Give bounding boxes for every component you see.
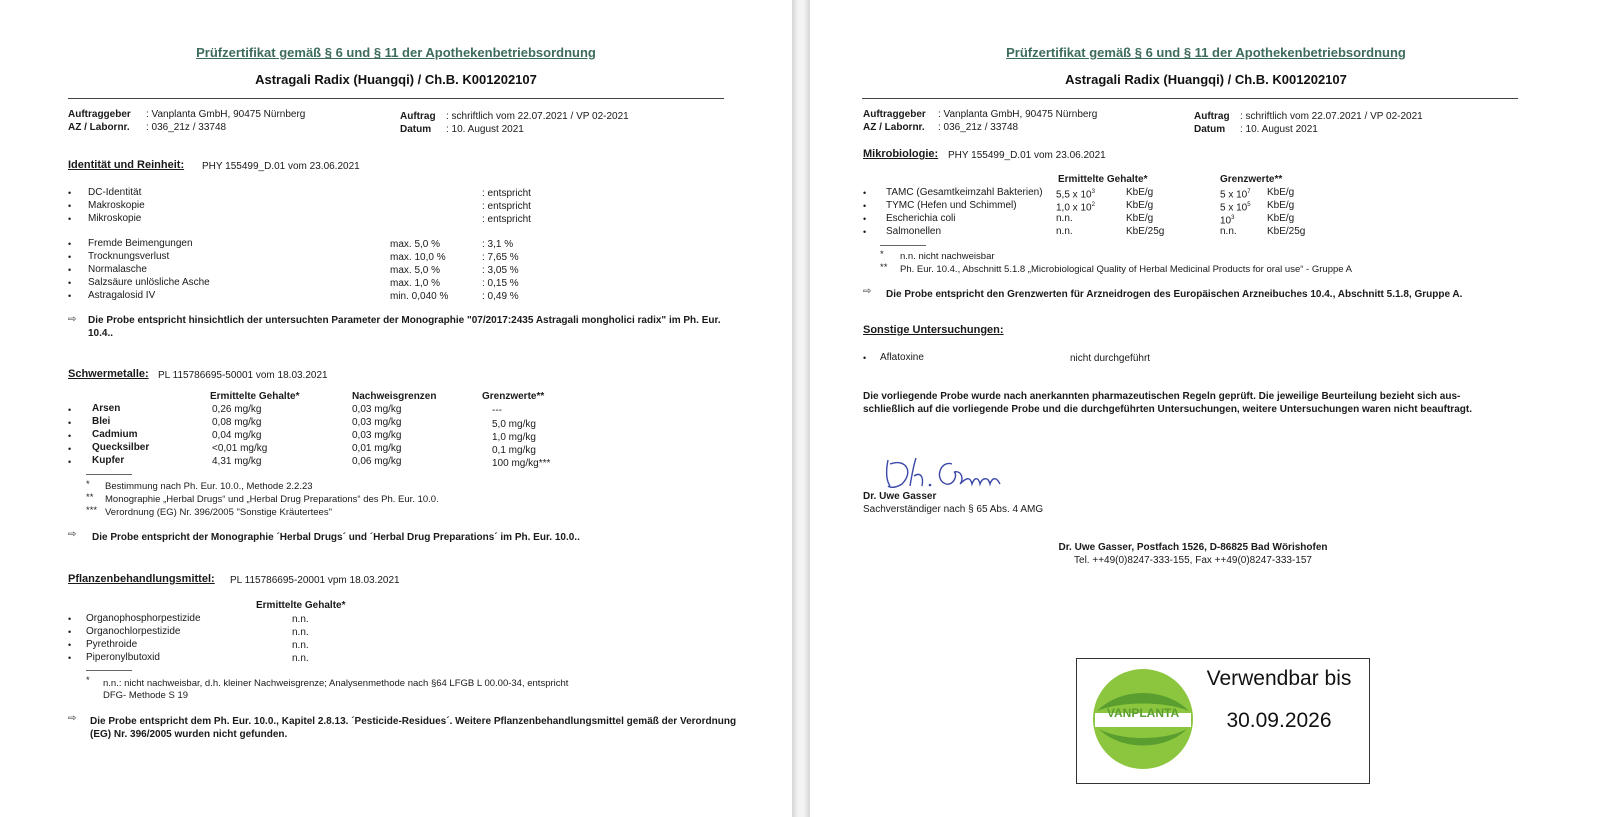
identity-heading: Identität und Reinheit: <box>68 159 185 171</box>
pesticide-value: n.n. <box>292 640 309 651</box>
valid-until-date: 30.09.2026 <box>1226 709 1332 732</box>
micro-unit: KbE/g <box>1126 213 1154 224</box>
arrow-right-icon: ⇨ <box>863 286 872 297</box>
metal-value: 0,04 mg/kg <box>212 430 262 441</box>
micro-limit: 5 x $10^7$ <box>1220 189 1251 201</box>
purity-result: : 0,49 % <box>482 291 519 302</box>
check-result: : entspricht <box>482 188 531 199</box>
arrow-right-icon: ⇨ <box>68 314 77 325</box>
metal-detection: 0,03 mg/kg <box>352 430 402 441</box>
bullet-icon: • <box>68 291 72 301</box>
column-header-detection: Nachweisgrenzen <box>352 391 437 402</box>
micro-limit-unit: KbE/g <box>1267 200 1295 211</box>
purity-name: Astragalosid IV <box>88 290 156 301</box>
metal-limit: 1,0 mg/kg <box>492 432 536 443</box>
footnote-text: Ph. Eur. 10.4., Abschnitt 5.1.8 „Microbiological Quality of Herbal Medicinal Products for oral use“ - Gruppe A <box>900 264 1352 275</box>
metal-limit: 5,0 mg/kg <box>492 419 536 430</box>
microbiology-heading: Mikrobiologie: <box>863 148 939 160</box>
micro-name: Salmonellen <box>886 226 942 237</box>
micro-unit: KbE/g <box>1126 187 1154 198</box>
valid-until-label: Verwendbar bis <box>1206 667 1352 690</box>
bullet-icon: • <box>68 444 72 454</box>
metal-name: Kupfer <box>92 455 125 466</box>
bullet-icon: • <box>68 265 72 275</box>
purity-name: Salzsäure unlösliche Asche <box>88 277 210 288</box>
micro-value: n.n. <box>1056 226 1073 237</box>
other-test-value: nicht durchgeführt <box>1070 353 1151 364</box>
microbiology-conclusion: Die Probe entspricht den Grenzwerten für Arzneidrogen des Europäischen Arzneibuches 10.4., Abschnitt 5.1.8, Gruppe A. <box>886 289 1463 300</box>
order-value: : schriftlich vom 22.07.2021 / VP 02-2021 <box>446 111 629 122</box>
pesticide-value: n.n. <box>292 627 309 638</box>
bullet-icon: • <box>68 640 72 650</box>
purity-limit: max. 5,0 % <box>390 265 441 276</box>
footnote-divider <box>86 670 132 671</box>
address-line-2: Tel. ++49(0)8247-333-155, Fax ++49(0)8247-333-157 <box>1074 555 1312 566</box>
footnote-mark: * <box>86 479 90 490</box>
check-result: : entspricht <box>482 214 531 225</box>
heavy-metals-reference: PL 115786695-50001 vom 18.03.2021 <box>158 370 328 381</box>
metal-value: <0,01 mg/kg <box>212 443 268 454</box>
column-header-found: Ermittelte Gehalte* <box>256 600 346 611</box>
statement-line-1: Die vorliegende Probe wurde nach anerkannten pharmazeutischen Regeln geprüft. Die jeweilige Beurteilung bezieht sich aus- <box>863 391 1461 402</box>
bullet-icon: • <box>68 627 72 637</box>
purity-limit: max. 5,0 % <box>390 239 441 250</box>
bullet-icon: • <box>68 614 72 624</box>
pesticides-reference: PL 115786695-20001 vpm 18.03.2021 <box>230 575 400 586</box>
lab-number-value: : 036_21z / 33748 <box>146 122 227 133</box>
metal-limit: 0,1 mg/kg <box>492 445 536 456</box>
footnote-text: Bestimmung nach Ph. Eur. 10.0., Methode 2.2.23 <box>105 481 313 492</box>
bullet-icon: • <box>68 418 72 428</box>
pesticide-value: n.n. <box>292 614 309 625</box>
micro-unit: KbE/25g <box>1126 226 1165 237</box>
footnote-mark: * <box>86 675 90 686</box>
signatory-role: Sachverständiger nach § 65 Abs. 4 AMG <box>863 504 1044 515</box>
check-name: Makroskopie <box>88 200 145 211</box>
pesticide-name: Organophosphorpestizide <box>86 613 201 624</box>
metal-detection: 0,06 mg/kg <box>352 456 402 467</box>
bullet-icon: • <box>68 201 72 211</box>
lab-number-label: AZ / Labornr. <box>68 122 130 133</box>
purity-limit: max. 10,0 % <box>390 252 446 263</box>
footnote-text: n.n. nicht nachweisbar <box>900 251 995 262</box>
pesticides-conclusion: Die Probe entspricht dem Ph. Eur. 10.0., Kapitel 2.8.13. ´Pesticide-Residues´. Weitere Pflanzenbehandlungsmittel gemäß der Verordnung (EG) Nr. 396/2005 wurden nicht gefunden. <box>90 716 737 740</box>
metal-value: 4,31 mg/kg <box>212 456 262 467</box>
client-value: : Vanplanta GmbH, 90475 Nürnberg <box>938 109 1098 120</box>
micro-name: TYMC (Hefen und Schimmel) <box>886 200 1017 211</box>
metal-detection: 0,03 mg/kg <box>352 404 402 415</box>
column-header-found: Ermittelte Gehalte* <box>210 391 300 402</box>
purity-limit: max. 1,0 % <box>390 278 441 289</box>
metal-value: 0,08 mg/kg <box>212 417 262 428</box>
heavy-metals-heading: Schwermetalle: <box>68 368 149 380</box>
handwritten-signature <box>880 450 1020 494</box>
pesticide-name: Organochlorpestizide <box>86 626 181 637</box>
micro-unit: KbE/g <box>1126 200 1154 211</box>
bullet-icon: • <box>68 431 72 441</box>
footnote-text: n.n.: nicht nachweisbar, d.h. kleiner Nachweisgrenze; Analysenmethode nach §64 LFGB L 00.00-34, entspricht <box>103 678 569 689</box>
heavy-metals-conclusion: Die Probe entspricht der Monographie ´Herbal Drugs´ und ´Herbal Drug Preparations´ im Ph. Eur. 10.0.. <box>92 532 580 543</box>
logo-wordmark: VANPLANTA <box>1106 706 1180 720</box>
identity-conclusion: Die Probe entspricht hinsichtlich der untersuchten Parameter der Monographie "07/2017:2435 Astragali mongholici radix" im Ph. Eur. 10.4.. <box>88 315 721 339</box>
column-header-limits: Grenzwerte** <box>1220 174 1283 185</box>
lab-number-label: AZ / Labornr. <box>863 122 925 133</box>
micro-name: Escherichia coli <box>886 213 956 224</box>
micro-limit-unit: KbE/g <box>1267 213 1295 224</box>
micro-limit-unit: KbE/25g <box>1267 226 1306 237</box>
purity-result: : 0,15 % <box>482 278 519 289</box>
footnote-divider <box>86 474 132 475</box>
bullet-icon: • <box>68 188 72 198</box>
order-value: : schriftlich vom 22.07.2021 / VP 02-2021 <box>1240 111 1423 122</box>
pesticide-value: n.n. <box>292 653 309 664</box>
purity-limit: min. 0,040 % <box>390 291 449 302</box>
purity-name: Fremde Beimengungen <box>88 238 193 249</box>
expiry-stamp <box>1076 658 1370 784</box>
micro-value: 1,0 x $10^2$ <box>1056 202 1095 214</box>
micro-limit: n.n. <box>1220 226 1237 237</box>
micro-limit: $10^3$ <box>1220 215 1235 227</box>
micro-value: 5,5 x $10^3$ <box>1056 189 1095 201</box>
identity-reference: PHY 155499_D.01 vom 23.06.2021 <box>202 161 360 172</box>
column-header-found: Ermittelte Gehalte* <box>1058 174 1148 185</box>
bullet-icon: • <box>68 252 72 262</box>
arrow-right-icon: ⇨ <box>68 529 77 540</box>
bullet-icon: • <box>863 201 867 211</box>
document-subtitle: Astragali Radix (Huangqi) / Ch.B. K001202107 <box>255 72 537 87</box>
arrow-right-icon: ⇨ <box>68 713 77 724</box>
bullet-icon: • <box>863 214 867 224</box>
pesticide-name: Pyrethroide <box>86 639 138 650</box>
purity-result: : 7,65 % <box>482 252 519 263</box>
purity-result: : 3,1 % <box>482 239 514 250</box>
header-divider <box>862 98 1518 99</box>
check-name: Mikroskopie <box>88 213 142 224</box>
metal-name: Cadmium <box>92 429 138 440</box>
pesticides-heading: Pflanzenbehandlungsmittel: <box>68 573 215 585</box>
other-test-name: Aflatoxine <box>880 352 924 363</box>
purity-name: Trocknungsverlust <box>88 251 170 262</box>
bullet-icon: • <box>68 457 72 467</box>
address-line-1: Dr. Uwe Gasser, Postfach 1526, D-86825 Bad Wörishofen <box>1058 542 1328 553</box>
bullet-icon: • <box>863 353 867 363</box>
microbiology-reference: PHY 155499_D.01 vom 23.06.2021 <box>948 150 1106 161</box>
column-header-limits: Grenzwerte** <box>482 391 545 402</box>
metal-name: Blei <box>92 416 111 427</box>
document-title: Prüfzertifikat gemäß § 6 und § 11 der Apothekenbetriebsordnung <box>1006 45 1406 60</box>
bullet-icon: • <box>68 214 72 224</box>
footnote-divider <box>880 245 926 246</box>
client-label: Auftraggeber <box>68 109 131 120</box>
statement-line-2: schließlich auf die vorliegende Probe und die durchgeführten Untersuchungen, weitere Untersuchungen waren nicht beauftragt. <box>863 404 1472 415</box>
footnote-mark: * <box>880 249 884 260</box>
metal-detection: 0,03 mg/kg <box>352 417 402 428</box>
micro-value: n.n. <box>1056 213 1073 224</box>
metal-name: Arsen <box>92 403 121 414</box>
client-label: Auftraggeber <box>863 109 926 120</box>
date-label: Datum <box>400 124 432 135</box>
metal-value: 0,26 mg/kg <box>212 404 262 415</box>
purity-result: : 3,05 % <box>482 265 519 276</box>
footnote-mark: *** <box>86 505 98 516</box>
check-result: : entspricht <box>482 201 531 212</box>
other-tests-heading: Sonstige Untersuchungen: <box>863 324 1004 336</box>
footnote-mark: ** <box>86 492 94 503</box>
bullet-icon: • <box>68 239 72 249</box>
client-value: : Vanplanta GmbH, 90475 Nürnberg <box>146 109 306 120</box>
bullet-icon: • <box>68 653 72 663</box>
metal-limit: --- <box>492 405 502 416</box>
check-name: DC-Identität <box>88 187 142 198</box>
header-divider <box>68 98 724 99</box>
pesticide-name: Piperonylbutoxid <box>86 652 160 663</box>
bullet-icon: • <box>863 188 867 198</box>
page-gutter <box>792 0 810 817</box>
footnote-text: Verordnung (EG) Nr. 396/2005 "Sonstige Kräutertees" <box>105 507 332 518</box>
footnote-mark: ** <box>880 262 888 273</box>
footnote-text-continued: DFG- Methode S 19 <box>103 690 189 701</box>
document-subtitle: Astragali Radix (Huangqi) / Ch.B. K001202107 <box>1065 72 1347 87</box>
order-label: Auftrag <box>400 111 436 122</box>
date-value: : 10. August 2021 <box>1240 124 1318 135</box>
purity-name: Normalasche <box>88 264 147 275</box>
date-label: Datum <box>1194 124 1226 135</box>
bullet-icon: • <box>68 405 72 415</box>
micro-limit-unit: KbE/g <box>1267 187 1295 198</box>
lab-number-value: : 036_21z / 33748 <box>938 122 1019 133</box>
micro-limit: 5 x $10^5$ <box>1220 202 1251 214</box>
micro-name: TAMC (Gesamtkeimzahl Bakterien) <box>886 187 1043 198</box>
footnote-text: Monographie „Herbal Drugs“ und „Herbal Drug Preparations“ des Ph. Eur. 10.0. <box>105 494 439 505</box>
certificate-page-1 <box>0 0 792 817</box>
bullet-icon: • <box>863 227 867 237</box>
signatory-name: Dr. Uwe Gasser <box>863 491 937 502</box>
metal-name: Quecksilber <box>92 442 150 453</box>
metal-detection: 0,01 mg/kg <box>352 443 402 454</box>
order-label: Auftrag <box>1194 111 1230 122</box>
metal-limit: 100 mg/kg*** <box>492 458 551 469</box>
document-title: Prüfzertifikat gemäß § 6 und § 11 der Apothekenbetriebsordnung <box>196 45 596 60</box>
bullet-icon: • <box>68 278 72 288</box>
date-value: : 10. August 2021 <box>446 124 524 135</box>
